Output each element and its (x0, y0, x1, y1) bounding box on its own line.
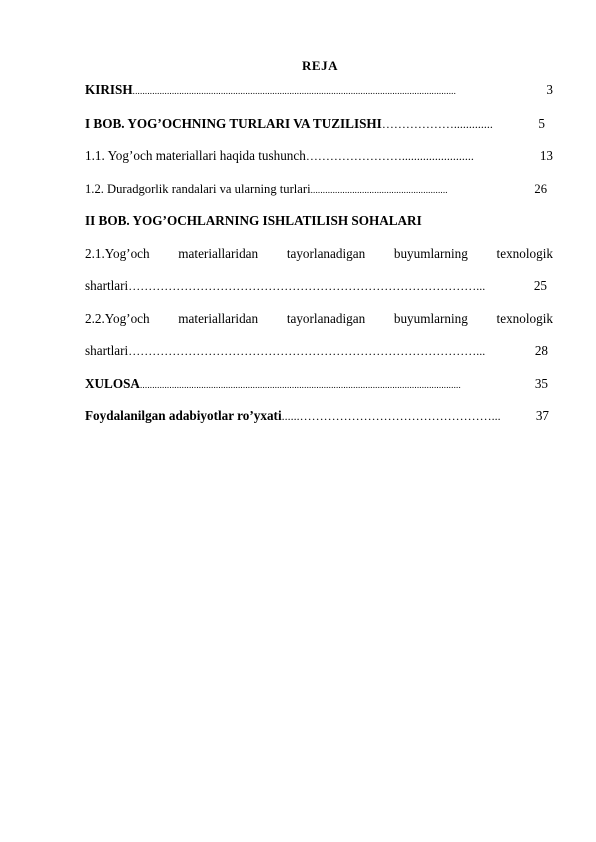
page-title: REJA (302, 58, 338, 73)
toc-entry-page: 3 (546, 82, 553, 97)
toc-entry-label: XULOSA (85, 376, 140, 391)
toc-entry-page: 25 (533, 278, 547, 293)
toc-word: materiallaridan (178, 311, 259, 326)
toc-entry-page: 28 (534, 343, 548, 358)
toc-entry-page: 5 (538, 116, 545, 131)
toc-word: 2.1.Yog’och (85, 246, 150, 261)
toc-entry-leader: .................................................................................................................................... (132, 86, 457, 96)
toc-entry-page: 35 (534, 376, 548, 391)
toc-word: 2.2.Yog’och (85, 311, 150, 326)
toc-entry-label: shartlari (85, 343, 129, 358)
toc-entry-page: 37 (535, 408, 549, 423)
toc-entry-section-2-1-line1[interactable] (85, 246, 553, 262)
toc-entry-label: II BOB. YOG’OCHLARNING ISHLATILISH SOHALARI (85, 213, 422, 228)
toc-entry-page: 13 (539, 148, 553, 163)
toc-entry-leader: ........................................................ (310, 185, 448, 195)
toc-entry-chapter-1[interactable] (85, 116, 545, 132)
toc-entry-label: 1.1. Yog’och materiallari haqida tushunch (85, 148, 306, 163)
toc-word: tayorlanadigan (286, 311, 366, 326)
toc-entry-leader: ……………………………………………………………………………... (128, 279, 486, 293)
toc-entry-section-1-1[interactable] (85, 148, 553, 164)
toc-word: buyumlarning (393, 246, 468, 261)
toc-entry-label: I BOB. YOG’OCHNING TURLARI VA TUZILISHI (85, 116, 382, 131)
toc-word: texnologik (496, 246, 553, 261)
toc-entry-leader: ………………............. (381, 117, 493, 131)
toc-entry-references[interactable] (85, 408, 549, 424)
toc-entry-section-1-2[interactable] (85, 181, 547, 198)
toc-word: tayorlanadigan (286, 246, 366, 261)
toc-word: materiallaridan (178, 246, 259, 261)
toc-entry-label: KIRISH (85, 82, 133, 97)
toc-entry-leader: ................................................................................................................................... (139, 380, 461, 390)
toc-entry-leader: ......…………………………………………... (281, 409, 501, 423)
toc-entry-kirish[interactable] (85, 82, 553, 99)
toc-entry-label: Foydalanilgan adabiyotlar ro’yxati (85, 408, 282, 423)
toc-entry-section-2-2-line1[interactable] (85, 311, 553, 327)
toc-entry-label: 1.2. Duradgorlik randalari va ularning turlari (85, 182, 311, 196)
toc-word: buyumlarning (393, 311, 468, 326)
toc-entry-conclusion[interactable] (85, 376, 548, 393)
toc-entry-leader: ……………………........................ (305, 149, 474, 163)
toc-entry-page: 26 (534, 182, 547, 196)
toc-word: texnologik (496, 311, 553, 326)
toc-entry-leader: ……………………………………………………………………………... (128, 344, 486, 358)
toc-entry-label: shartlari (85, 278, 129, 293)
toc-entry-section-2-2-line2[interactable] (85, 343, 548, 359)
toc-entry-chapter-2[interactable] (85, 213, 422, 229)
toc-entry-section-2-1-line2[interactable] (85, 278, 547, 294)
